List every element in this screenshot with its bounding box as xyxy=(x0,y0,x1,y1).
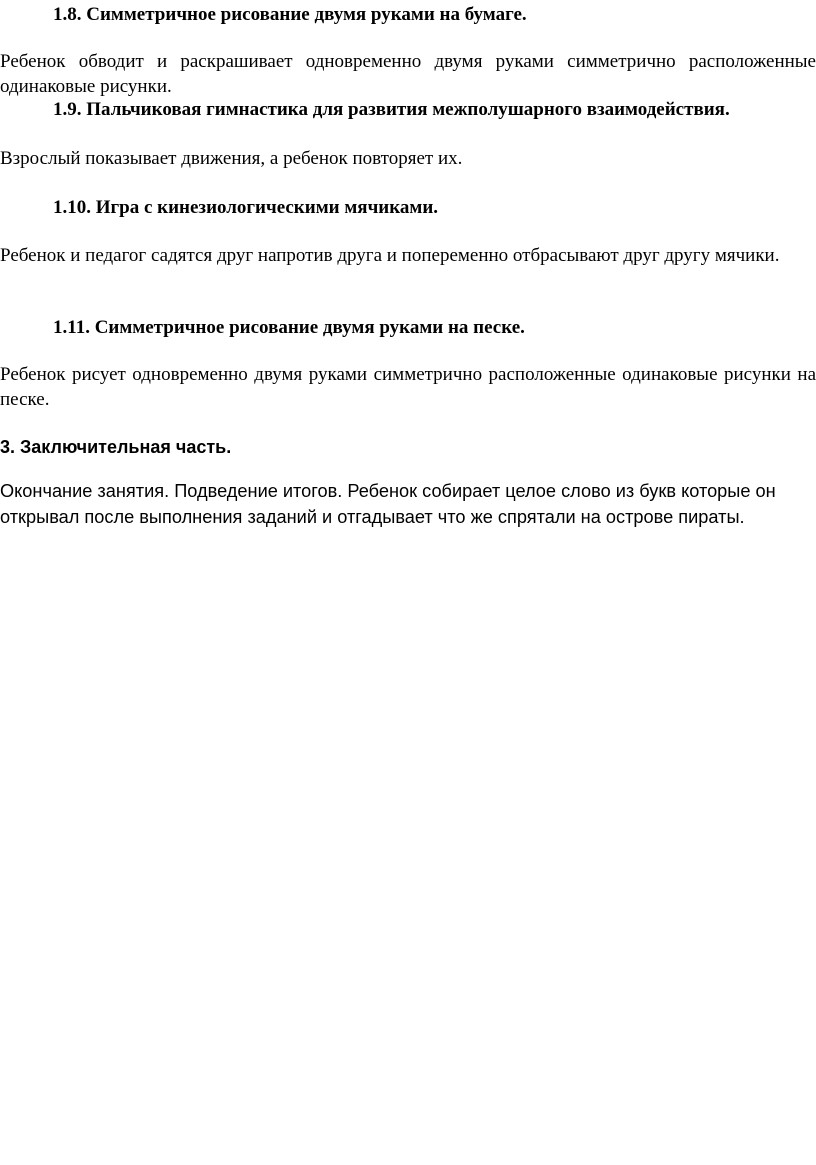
section-text-1-10: Ребенок и педагог садятся друг напротив друга и попеременно отбрасывают друг другу мячики. xyxy=(0,245,780,266)
section-heading-1-11: 1.11. Симметричное рисование двумя руками на песке. xyxy=(53,317,525,338)
section-heading-1-8: 1.8. Симметричное рисование двумя руками на бумаге. xyxy=(53,4,527,25)
section-text-1-11: Ребенок рисует одновременно двумя руками симметрично расположенные одинаковые рисунки на песке. xyxy=(0,364,816,410)
section-text-1-8: Ребенок обводит и раскрашивает одновременно двумя руками симметрично расположенные одинаковые рисунки. xyxy=(0,51,816,97)
conclusion-text: Окончание занятия. Подведение итогов. Ребенок собирает целое слово из букв которые он открывал после выполнения заданий и отгадывает что же спрятали на острове пираты. xyxy=(0,481,776,527)
section-text-1-9: Взрослый показывает движения, а ребенок повторяет их. xyxy=(0,148,463,169)
section-heading-1-10: 1.10. Игра с кинезиологическими мячиками. xyxy=(53,197,439,218)
conclusion-heading: 3. Заключительная часть. xyxy=(0,437,232,457)
section-heading-1-9: 1.9. Пальчиковая гимнастика для развития межполушарного взаимодействия. xyxy=(53,99,730,120)
